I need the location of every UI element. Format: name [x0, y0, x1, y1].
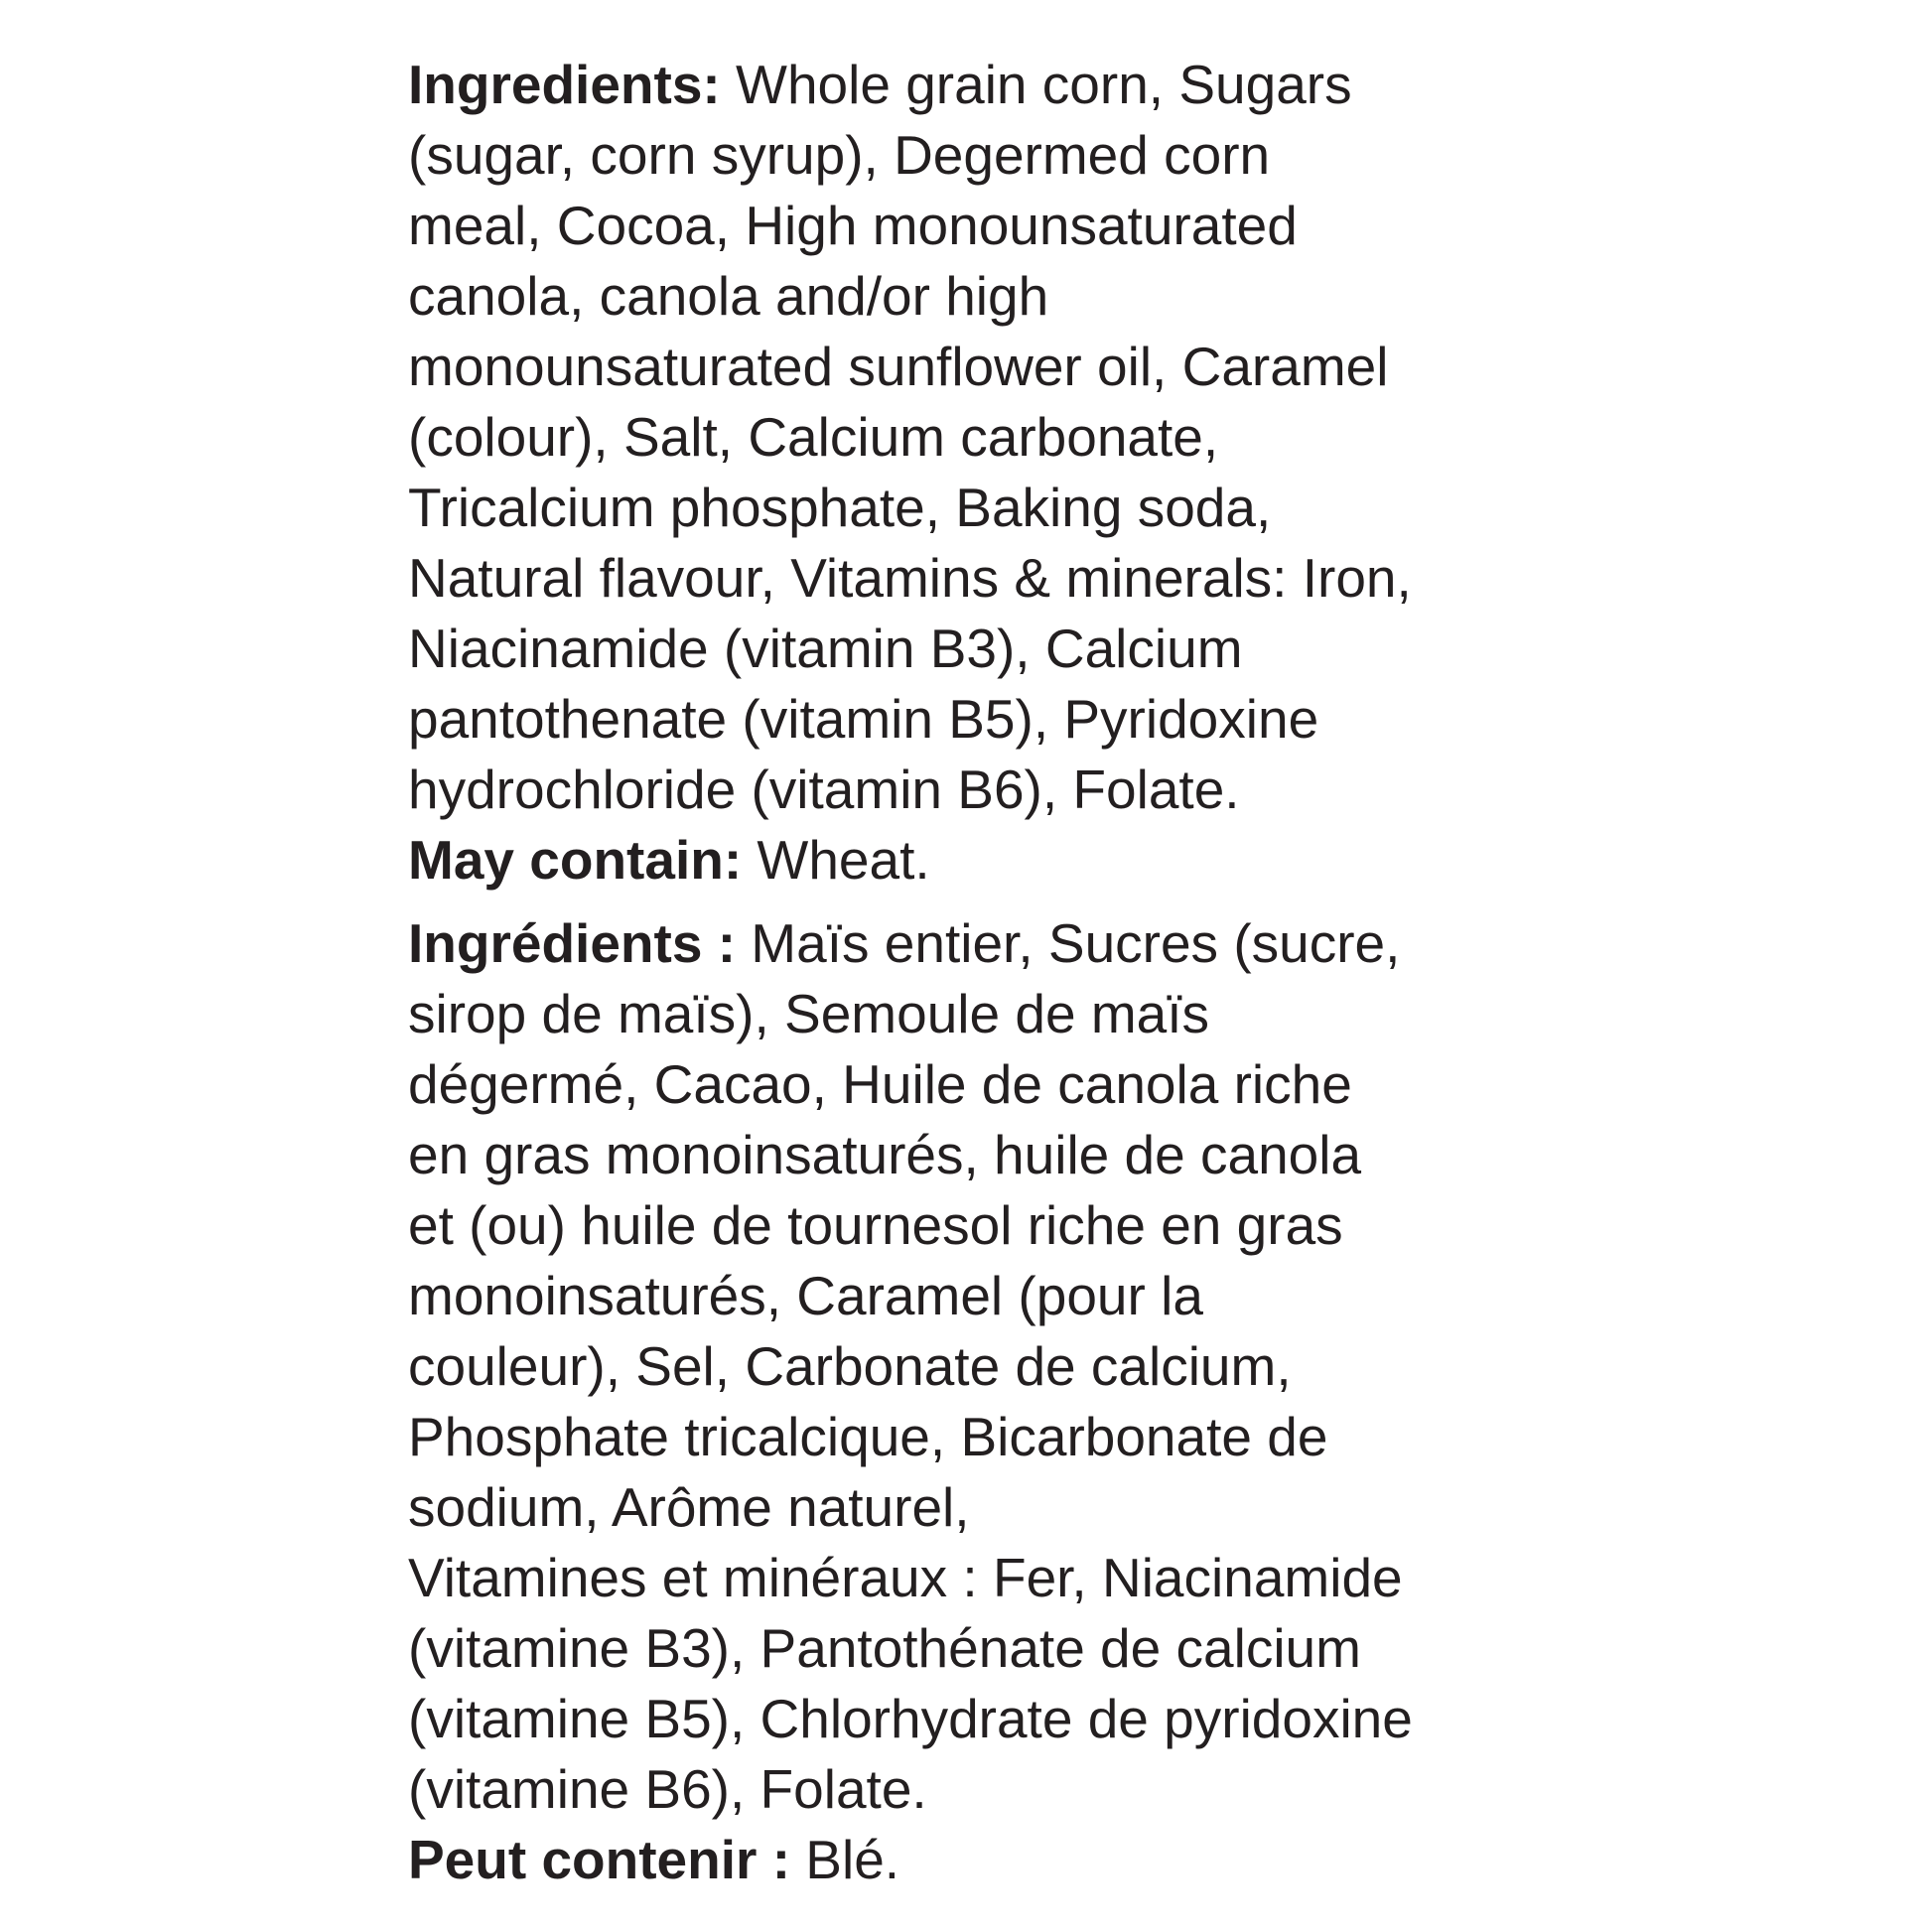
english-ingredients-text: Whole grain corn, Sugars [720, 54, 1352, 115]
french-ingredients-line: Phosphate tricalcique, Bicarbonate de [408, 1406, 1328, 1467]
french-ingredients-line: couleur), Sel, Carbonate de calcium, [408, 1335, 1292, 1397]
english-ingredients-line: Natural flavour, Vitamins & minerals: Iron, [408, 547, 1412, 609]
french-ingredients-line: dégermé, Cacao, Huile de canola riche [408, 1053, 1352, 1115]
french-may-contain-line [408, 1825, 1560, 1895]
english-ingredients-line: Tricalcium phosphate, Baking soda, [408, 477, 1272, 538]
english-may-contain-line [408, 825, 1560, 896]
section-divider-space [408, 896, 1560, 908]
french-may-contain-heading: Peut contenir : [408, 1829, 791, 1890]
english-may-contain-value: Wheat. [742, 829, 930, 891]
french-ingredients-line: sodium, Arôme naturel, [408, 1476, 970, 1538]
french-ingredients-line-1 [408, 908, 1560, 979]
english-ingredients-line: hydrochloride (vitamin B6), Folate. [408, 759, 1240, 820]
ingredients-label [408, 50, 1560, 1895]
french-may-contain-value: Blé. [790, 1829, 900, 1890]
english-ingredients-line: (colour), Salt, Calcium carbonate, [408, 406, 1219, 468]
english-ingredients-line: (sugar, corn syrup), Degermed corn [408, 124, 1271, 186]
french-ingredients-line: Vitamines et minéraux : Fer, Niacinamide [408, 1547, 1403, 1608]
french-ingredients-line: (vitamine B5), Chlorhydrate de pyridoxine [408, 1688, 1413, 1749]
french-ingredients-line: monoinsaturés, Caramel (pour la [408, 1265, 1203, 1326]
english-ingredients-line: pantothenate (vitamin B5), Pyridoxine [408, 688, 1319, 750]
french-ingredients-line: (vitamine B3), Pantothénate de calcium [408, 1617, 1361, 1679]
english-ingredients-section [408, 50, 1560, 896]
english-ingredients-line: monounsaturated sunflower oil, Caramel [408, 336, 1389, 397]
english-ingredients-heading: Ingredients: [408, 54, 721, 115]
french-ingredients-text: Maïs entier, Sucres (sucre, [736, 912, 1401, 974]
french-ingredients-line: (vitamine B6), Folate. [408, 1758, 927, 1820]
english-ingredients-line: canola, canola and/or high [408, 265, 1049, 327]
english-may-contain-heading: May contain: [408, 829, 743, 891]
french-ingredients-line: en gras monoinsaturés, huile de canola [408, 1124, 1362, 1185]
french-ingredients-heading: Ingrédients : [408, 912, 737, 974]
english-ingredients-line: meal, Cocoa, High monounsaturated [408, 195, 1298, 256]
english-ingredients-line-1 [408, 50, 1560, 120]
french-ingredients-line: et (ou) huile de tournesol riche en gras [408, 1194, 1343, 1256]
french-ingredients-section [408, 908, 1560, 1895]
english-ingredients-line: Niacinamide (vitamin B3), Calcium [408, 618, 1243, 679]
french-ingredients-line: sirop de maïs), Semoule de maïs [408, 983, 1210, 1044]
